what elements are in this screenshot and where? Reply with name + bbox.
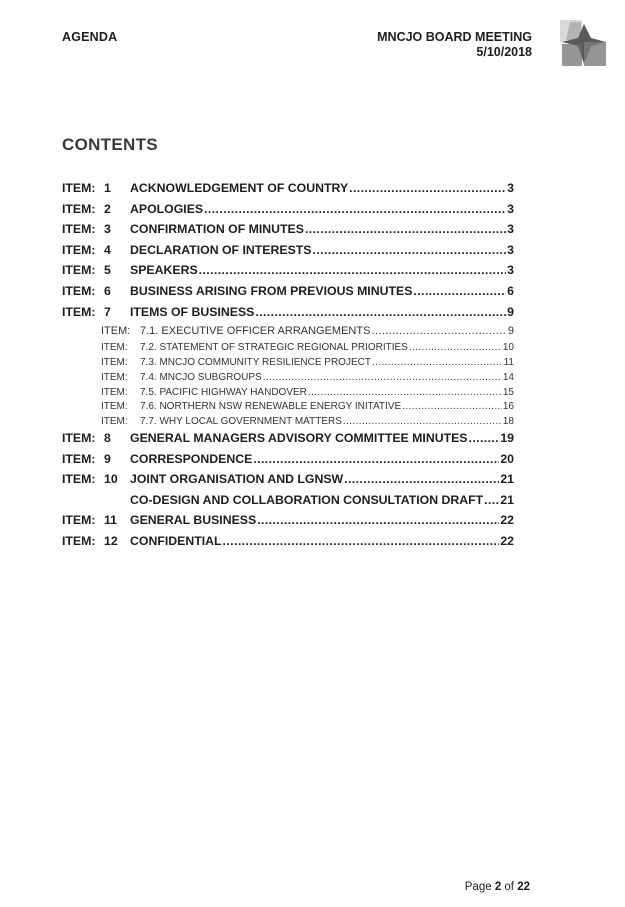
toc-leader-dots [255,305,506,319]
toc-item-number: 9 [104,451,111,466]
toc-leader-dots [257,513,499,527]
toc-item-page: 11 [503,356,514,368]
toc-entry [62,493,514,514]
toc-item-page: 21 [500,472,514,487]
header-agenda-label: AGENDA [62,30,118,44]
toc-item-number: 10 [104,472,118,487]
toc-item-number: 4 [104,242,111,257]
toc-item-title: 7.4. MNCJO SUBGROUPS [140,371,262,383]
toc-item-page: 18 [502,416,514,428]
toc-item-page: 3 [507,201,514,216]
toc-item-page: 22 [500,513,514,528]
page-number-middle: of [501,881,518,893]
toc-item-label: ITEM: [62,430,96,445]
toc-item-title: 7.7. WHY LOCAL GOVERNMENT MATTERS [140,416,342,428]
toc-entry [62,305,514,326]
toc-leader-dots [371,325,506,337]
header-meeting-info [377,30,532,60]
toc-item-page: 10 [502,342,514,354]
toc-item-label: ITEM: [62,533,96,548]
toc-item-title: ACKNOWLEDGEMENT OF COUNTRY [130,181,349,195]
page-number-total: 22 [517,881,530,893]
toc-entry [62,243,514,264]
toc-item-page: 9 [507,304,514,319]
page-title: CONTENTS [62,135,158,154]
mncjo-logo-icon [560,20,606,66]
toc-item-label: ITEM: [101,386,128,398]
toc-leader-dots [372,357,503,368]
toc-item-page: 19 [500,430,514,445]
toc-item-page: 9 [507,325,514,338]
toc-item-label: ITEM: [101,416,128,428]
toc-entry [62,202,514,223]
toc-item-title: APOLOGIES [130,201,204,216]
toc-item-page: 3 [507,181,514,195]
toc-item-number: 11 [104,513,117,528]
toc-item-label: ITEM: [101,325,131,338]
toc-leader-dots [413,284,506,298]
toc-item-label: ITEM: [62,222,96,237]
toc-item-number: 3 [104,222,111,237]
toc-item-number: 8 [104,430,111,445]
toc-item-page: 22 [500,533,514,548]
toc-item-page: 21 [500,492,514,507]
toc-leader-dots [253,452,499,466]
toc-leader-dots [343,416,502,427]
toc-item-number: 5 [104,263,111,278]
toc-entry [62,181,514,202]
toc-item-label: ITEM: [62,283,96,298]
toc-leader-dots [469,431,500,445]
toc-item-label: ITEM: [101,342,128,354]
toc-entry [62,534,514,555]
toc-item-page: 15 [502,386,514,398]
toc-entry [62,401,514,416]
toc-item-label: ITEM: [62,472,96,487]
toc-item-page: 16 [502,401,514,413]
toc-item-title: CONFIRMATION OF MINUTES [130,222,304,237]
toc-item-title: JOINT ORGANISATION AND LGNSW [130,472,344,487]
toc-entry [62,372,514,387]
page-number [465,881,530,893]
toc-item-title: 7.1. EXECUTIVE OFFICER ARRANGEMENTS [140,325,371,338]
toc-item-label: ITEM: [62,181,96,195]
toc-leader-dots [484,493,499,507]
toc-leader-dots [409,342,502,353]
toc-item-title: 7.6. NORTHERN NSW RENEWABLE ENERGY INITATIVE [140,401,402,413]
toc-item-page: 20 [500,451,514,466]
toc-item-title: GENERAL BUSINESS [130,513,257,528]
toc-leader-dots [308,387,502,398]
toc-leader-dots [349,181,506,195]
table-of-contents [62,181,514,555]
toc-item-title: CO-DESIGN AND COLLABORATION CONSULTATION DRAFT [130,492,484,507]
toc-leader-dots [204,202,506,216]
toc-item-title: 7.5. PACIFIC HIGHWAY HANDOVER [140,386,307,398]
toc-leader-dots [344,472,499,486]
toc-leader-dots [263,372,502,383]
toc-entry [62,387,514,402]
toc-leader-dots [305,222,506,236]
toc-item-number: 7 [104,304,111,319]
toc-item-page: 14 [502,371,514,383]
toc-item-title: DECLARATION OF INTERESTS [130,242,312,257]
toc-item-label: ITEM: [101,356,128,368]
toc-item-label: ITEM: [62,263,96,278]
toc-item-page: 3 [507,222,514,237]
toc-item-label: ITEM: [62,304,96,319]
toc-leader-dots [199,263,507,277]
toc-item-page: 3 [507,263,514,278]
toc-item-label: ITEM: [62,513,96,528]
toc-leader-dots [402,401,502,412]
toc-item-title: CONFIDENTIAL [130,533,222,548]
toc-entry [62,431,514,452]
toc-item-title: BUSINESS ARISING FROM PREVIOUS MINUTES [130,283,413,298]
toc-item-title: ITEMS OF BUSINESS [130,304,255,319]
toc-entry [62,263,514,284]
page-number-prefix: Page [464,881,495,893]
toc-entry [62,342,514,357]
toc-leader-dots [223,534,500,548]
toc-item-label: ITEM: [62,242,96,257]
toc-entry [62,452,514,473]
toc-item-label: ITEM: [101,401,128,413]
toc-item-title: 7.2. STATEMENT OF STRATEGIC REGIONAL PRIORITIES [140,342,408,354]
toc-item-number: 1 [104,181,111,195]
toc-item-number: 6 [104,283,111,298]
toc-entry [62,472,514,493]
toc-entry [62,325,514,342]
toc-item-title: 7.3. MNCJO COMMUNITY RESILIENCE PROJECT [140,356,371,368]
toc-entry [62,222,514,243]
toc-item-page: 6 [507,283,514,298]
toc-leader-dots [313,243,507,257]
toc-item-title: SPEAKERS [130,263,198,278]
page-number-current: 2 [494,881,502,893]
toc-item-title: GENERAL MANAGERS ADVISORY COMMITTEE MINUTES [130,430,468,445]
toc-item-label: ITEM: [62,451,96,466]
toc-entry [62,416,514,431]
header-meeting-date: 5/10/2018 [476,45,532,59]
toc-entry [62,284,514,305]
header-meeting-title: MNCJO BOARD MEETING [377,30,532,44]
toc-entry [62,513,514,534]
toc-item-label: ITEM: [101,371,128,383]
toc-item-number: 12 [104,533,118,548]
toc-item-label: ITEM: [62,201,96,216]
toc-item-page: 3 [507,242,514,257]
toc-entry [62,357,514,372]
toc-item-number: 2 [104,201,111,216]
toc-item-title: CORRESPONDENCE [130,451,253,466]
